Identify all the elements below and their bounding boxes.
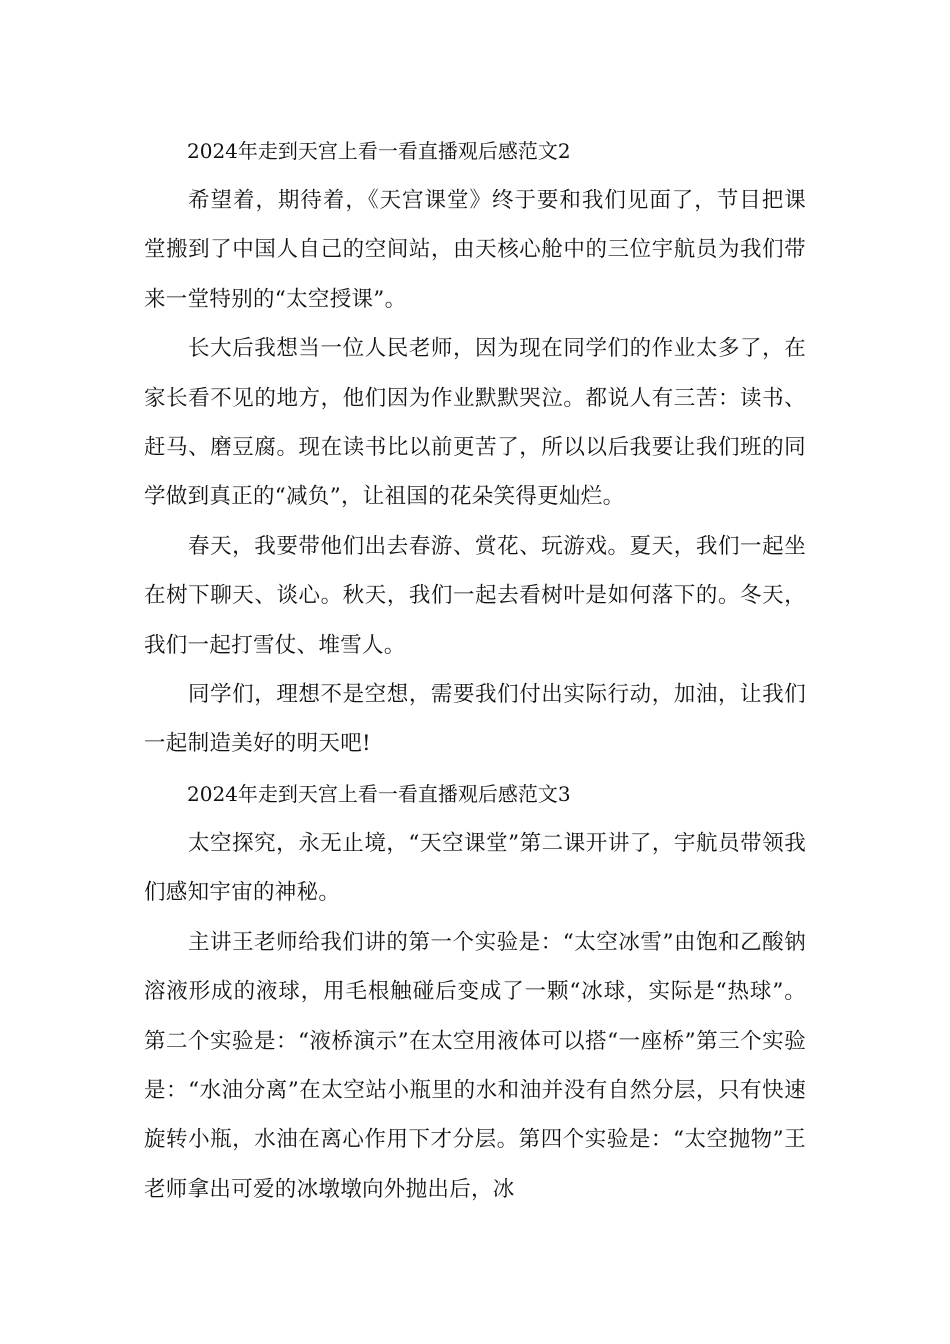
- essay-3-heading: 2024年走到天宫上看一看直播观后感范文3: [187, 781, 571, 806]
- essay-3-paragraph-1: 太空探究，永无止境，“天空课堂”第二课开讲了，宇航员带领我们感知宇宙的神秘。: [144, 830, 806, 906]
- essay-2-paragraph-3: 春天，我要带他们出去春游、赏花、玩游戏。夏天，我们一起坐在树下聊天、谈心。秋天，我们一起去看树叶是如何落下的。冬天，我们一起打雪仗、堆雪人。: [144, 533, 806, 658]
- essay-2-paragraph-2: 长大后我想当一位人民老师，因为现在同学们的作业太多了，在家长看不见的地方，他们因为作业默默哭泣。都说人有三苦：读书、赶马、磨豆腐。现在读书比以前更苦了，所以以后我要让我们班的同学做到真正的“减负”，让祖国的花朵笑得更灿烂。: [144, 336, 806, 510]
- essay-2-heading: 2024年走到天宫上看一看直播观后感范文2: [187, 139, 571, 163]
- document-body: [144, 126, 806, 1214]
- essay-3-paragraph-2: 主讲王老师给我们讲的第一个实验是：“太空冰雪”由饱和乙酸钠溶液形成的液球，用毛根触碰后变成了一颗“冰球，实际是“热球”。第二个实验是：“液桥演示”在太空用液体可以搭“一座桥”第三个实验是：“水油分离”在太空站小瓶里的水和油并没有自然分层，只有快速旋转小瓶，水油在离心作用下才分层。第四个实验是：“太空抛物”王老师拿出可爱的冰墩墩向外抛出后，冰: [144, 929, 806, 1202]
- essay-2-paragraph-4: 同学们，理想不是空想，需要我们付出实际行动，加油，让我们一起制造美好的明天吧!: [144, 682, 806, 757]
- essay-2-paragraph-1: 希望着，期待着，《天宫课堂》终于要和我们见面了，节目把课堂搬到了中国人自己的空间站，由天核心舱中的三位宇航员为我们带来一堂特别的“太空授课”。: [144, 188, 806, 312]
